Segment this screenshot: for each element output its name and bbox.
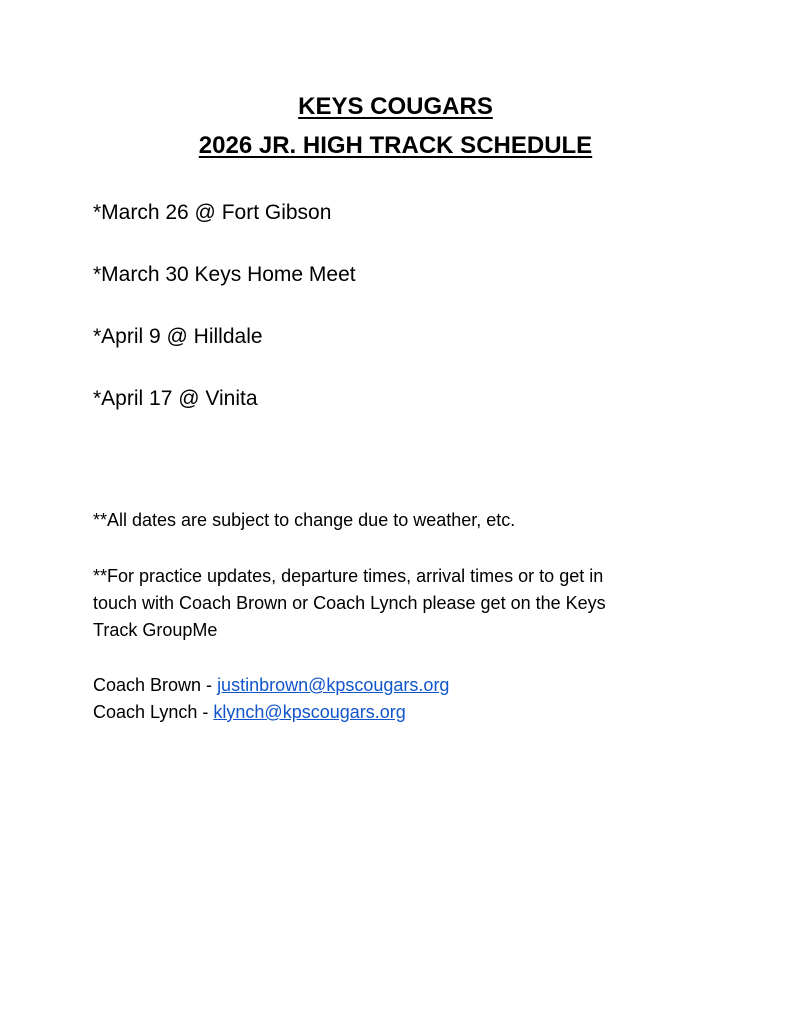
groupme-note-line: Track GroupMe <box>93 620 218 640</box>
contact-coach-lynch <box>93 702 406 723</box>
title-team: KEYS COUGARS <box>298 93 493 120</box>
contact-coach-brown <box>93 675 449 696</box>
groupme-note-line: touch with Coach Brown or Coach Lynch please get on the Keys <box>93 593 606 613</box>
schedule-item: *March 30 Keys Home Meet <box>93 263 356 286</box>
contact-label: Coach Lynch - <box>93 702 214 722</box>
title-schedule: 2026 JR. HIGH TRACK SCHEDULE <box>198 132 593 159</box>
schedule-item: *April 9 @ Hilldale <box>93 325 263 348</box>
contact-label: Coach Brown - <box>93 675 218 695</box>
schedule-item: *April 17 @ Vinita <box>93 387 258 410</box>
email-link-brown[interactable]: justinbrown@kpscougars.org <box>217 675 450 695</box>
schedule-item: *March 26 @ Fort Gibson <box>93 201 332 224</box>
email-link-lynch[interactable]: klynch@kpscougars.org <box>213 702 406 722</box>
groupme-note-line: **For practice updates, departure times, arrival times or to get in <box>93 566 604 586</box>
weather-note: **All dates are subject to change due to weather, etc. <box>93 510 516 530</box>
